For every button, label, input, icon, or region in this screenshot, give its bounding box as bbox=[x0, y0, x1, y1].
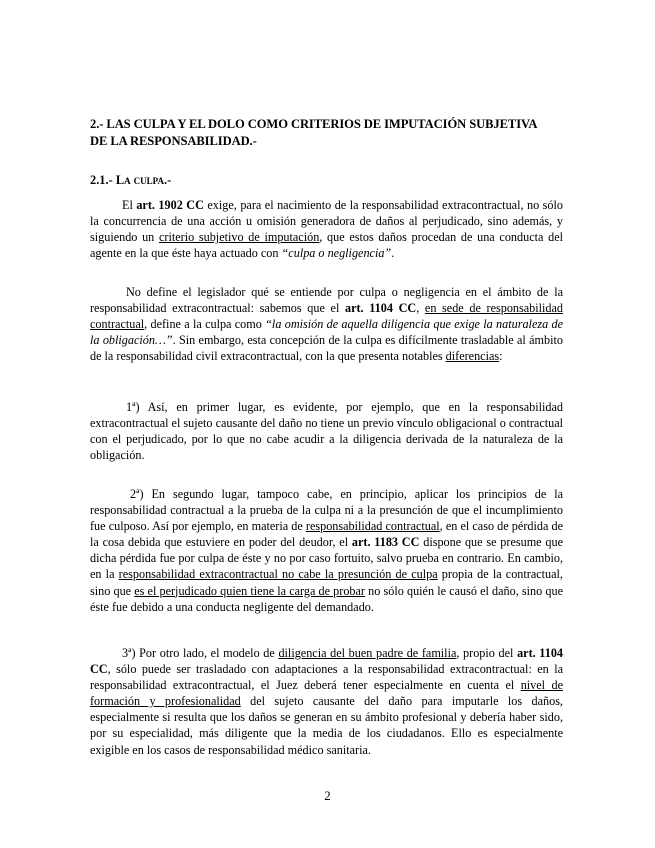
section-heading-line-2: DE LA RESPONSABILIDAD.- bbox=[90, 134, 257, 148]
p2-italic: “la omisión de aquella diligencia que exige la naturaleza de la obligación…” bbox=[90, 317, 563, 348]
p5-underline: nivel de formación y profesionalidad bbox=[90, 678, 563, 709]
paragraph-1 bbox=[90, 197, 563, 261]
page-number: 2 bbox=[324, 788, 331, 803]
p1-underline: criterio subjetivo de imputación bbox=[158, 230, 320, 245]
p1-text: , que estos daños procedan de una conducta del agente en la que éste haya actuado con bbox=[90, 230, 563, 261]
p2-underline: en sede de responsabilidad contractual bbox=[90, 301, 564, 332]
p2-text: . Sin embargo, esta concepción de la culpa es difícilmente trasladable al ámbito de la responsabilidad civil extracontractual, con la que presenta notables bbox=[90, 333, 563, 364]
p5-bold: art. 1104 CC bbox=[90, 646, 564, 677]
subsection-title: La culpa.- bbox=[115, 173, 172, 187]
p5-text: , sólo puede ser trasladado con adaptaciones a la responsabilidad extracontractual: en la responsabilidad extracontractual, el Juez deberá tener especialmente en cuenta el bbox=[90, 662, 563, 693]
p4-text: dispone que se presume que dicha pérdida fue por culpa de éste y no por caso fortuito, salvo prueba en contrario. En cambio, en la bbox=[90, 535, 563, 582]
p4-text: 2ª) En segundo lugar, tampoco cabe, en principio, aplicar los principios de la responsabilidad contractual a la prueba de la culpa ni a la presunción de que el incumplimiento fue culposo. Así por ejemplo, en materia de bbox=[90, 487, 563, 534]
p4-underline: responsabilidad extracontractual no cabe la presunción de culpa bbox=[118, 567, 438, 582]
p1-text: exige, para el nacimiento de la responsabilidad extracontractual, no sólo la concurrencia de una acción u omisión generadora de daños al perjudicado, sino además, y siguiendo un bbox=[90, 198, 563, 245]
section-heading bbox=[90, 116, 570, 150]
p1-bold: art. 1902 CC bbox=[136, 198, 204, 212]
p4-text: no sólo quién le causó el daño, sino que éste fue debido a una conducta negligente del demandado. bbox=[90, 583, 563, 614]
p2-text: , define a la culpa como bbox=[144, 317, 266, 332]
paragraph-2 bbox=[90, 284, 563, 364]
p5-text: 3ª) Por otro lado, el modelo de bbox=[122, 646, 279, 660]
p1-text: . bbox=[391, 246, 395, 261]
subsection-number: 2.1.- bbox=[90, 173, 116, 187]
p4-underline: es el perjudicado quien tiene la carga de probar bbox=[134, 583, 365, 598]
paragraph-5 bbox=[90, 645, 563, 758]
p4-text: propia de la contractual, sino que bbox=[90, 567, 563, 598]
p4-bold: art. 1183 CC bbox=[351, 535, 420, 550]
p2-text: , bbox=[416, 301, 425, 316]
subsection-heading bbox=[90, 173, 171, 188]
p1-italic: “culpa o negligencia” bbox=[281, 246, 392, 261]
p3-text: 1ª) Así, en primer lugar, es evidente, por ejemplo, que en la responsabilidad extracontractual el sujeto causante del daño no tiene un previo vínculo obligacional o contractual con el perjudicado, por lo que no cabe acudir a la diligencia derivada de la naturaleza de la obligación. bbox=[90, 400, 563, 463]
section-heading-line-1: 2.- LAS CULPA Y EL DOLO COMO CRITERIOS DE IMPUTACIÓN SUBJETIVA bbox=[90, 117, 538, 131]
p2-text: No define el legislador qué se entiende por culpa o negligencia en el ámbito de la responsabilidad extracontractual: sabemos que el bbox=[90, 285, 563, 316]
paragraph-3 bbox=[90, 399, 563, 463]
paragraph-4 bbox=[90, 486, 563, 615]
p2-underline: diferencias bbox=[445, 349, 500, 364]
p4-text: , en el caso de pérdida de la cosa debida que estuviere en poder del deudor, el bbox=[90, 519, 563, 550]
p5-text: del sujeto causante del daño para imputarle los daños, especialmente si resulta que los daños se generan en su ámbito profesional y debería haber sido, por su especialidad, más diligente que la media de los ciudadanos. Ello es especialmente exigible en los casos de responsabilidad médico sanitaria. bbox=[90, 694, 563, 757]
p4-underline: responsabilidad contractual bbox=[305, 519, 440, 534]
p1-text: El bbox=[122, 198, 137, 212]
p2-bold: art. 1104 CC bbox=[344, 301, 417, 316]
p5-text: , propio del bbox=[456, 646, 518, 660]
p5-underline: diligencia del buen padre de familia bbox=[278, 646, 457, 660]
p2-text: : bbox=[499, 349, 503, 364]
